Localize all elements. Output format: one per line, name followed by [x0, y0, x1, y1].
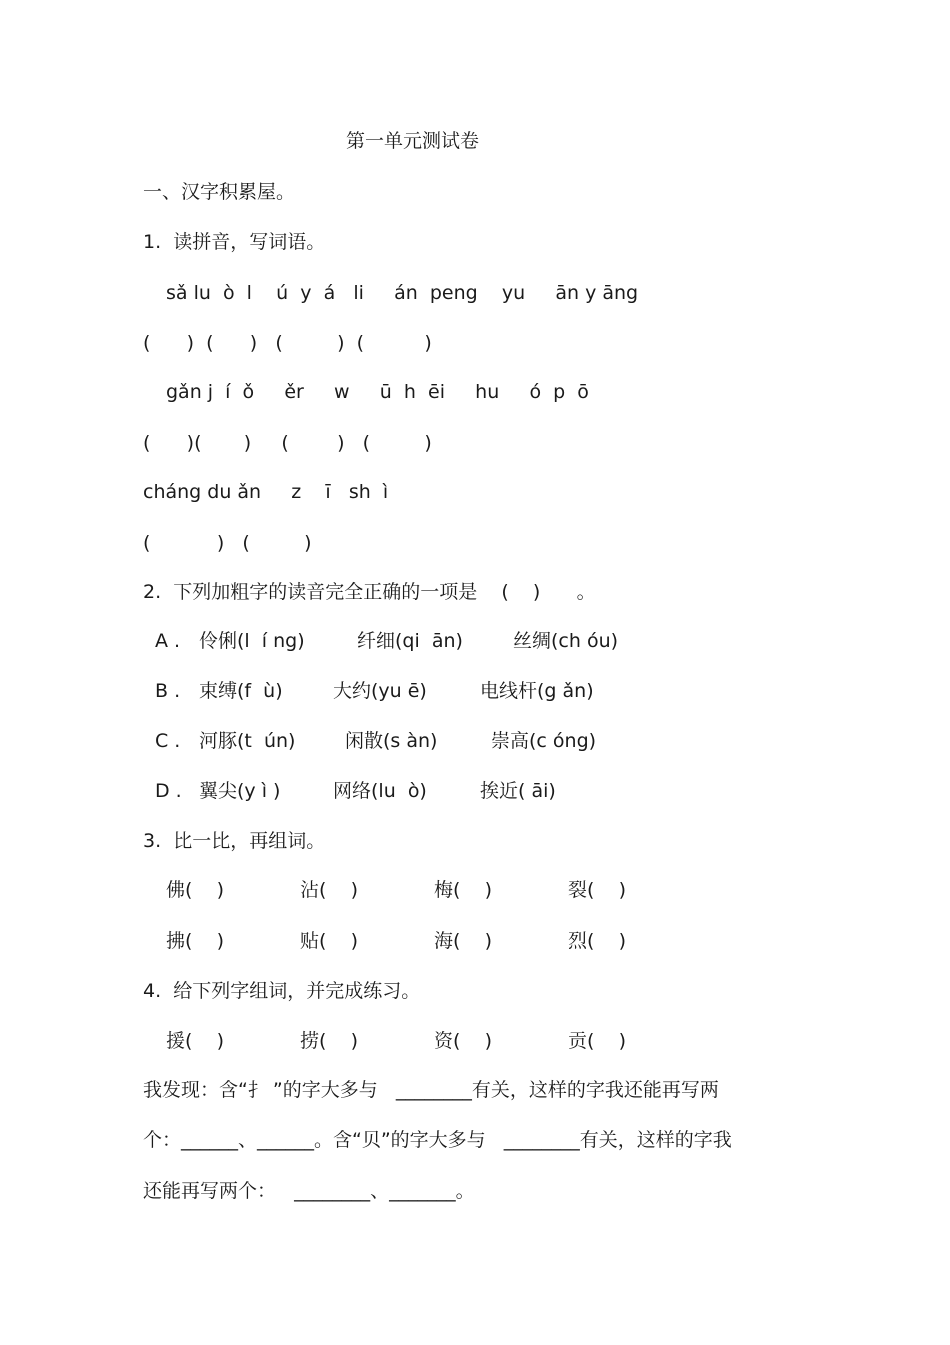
q3-prompt: 3. 比一比，再组词。: [143, 830, 326, 852]
q1-blanks-row3: ( ) ( ): [143, 532, 312, 554]
q4-item: 捞( ): [300, 1030, 358, 1052]
option-item: 电线杆(g ǎn): [480, 680, 594, 702]
option-item: 翼尖(y ì ): [199, 780, 281, 802]
q3-item: 沾( ): [300, 879, 358, 901]
q2-prompt: 2. 下列加粗字的读音完全正确的一项是 ( ) 。: [143, 581, 596, 603]
option-label: A .: [155, 630, 181, 652]
q1-blanks-row1: ( ) ( ) ( ) ( ): [143, 332, 432, 354]
page-title: 第一单元测试卷: [346, 130, 480, 152]
option-item: 大约(yu ē): [333, 680, 427, 702]
option-item: 河豚(t ún): [199, 730, 296, 752]
q4-discovery-line2: 个：______、______。含“贝”的字大多与 ________有关，这样的字我: [143, 1129, 732, 1151]
q3-item: 烈( ): [568, 930, 626, 952]
option-label: D .: [155, 780, 182, 802]
q1-prompt: 1. 读拼音，写词语。: [143, 231, 326, 253]
option-item: 丝绸(ch óu): [513, 630, 619, 652]
q4-item: 援( ): [166, 1030, 224, 1052]
q4-prompt: 4. 给下列字组词，并完成练习。: [143, 980, 421, 1002]
option-item: 纤细(qi ān): [357, 630, 463, 652]
option-label: C .: [155, 730, 181, 752]
q1-blanks-row2: ( )( ) ( ) ( ): [143, 432, 432, 454]
q1-pinyin-row2: gǎn j í ǒ ěr w ū h ēi hu ó p ō: [166, 381, 589, 403]
option-item: 挨近( āi): [480, 780, 556, 802]
q4-item: 贡( ): [568, 1030, 626, 1052]
option-item: 闲散(s àn): [345, 730, 438, 752]
option-item: 网络(lu ò): [333, 780, 427, 802]
option-item: 崇高(c óng): [491, 730, 597, 752]
section-heading: 一、汉字积累屋。: [143, 181, 296, 203]
q3-item: 梅( ): [434, 879, 492, 901]
q3-item: 拂( ): [166, 930, 224, 952]
q4-discovery-line3: 还能再写两个： ________、_______。: [143, 1180, 475, 1202]
q3-item: 贴( ): [300, 930, 358, 952]
q3-item: 海( ): [434, 930, 492, 952]
q1-pinyin-row3: cháng du ǎn z ī sh ì: [143, 481, 389, 503]
q3-item: 佛( ): [166, 879, 224, 901]
q4-discovery-line1: 我发现：含“扌 ”的字大多与 ________有关，这样的字我还能再写两: [143, 1079, 719, 1101]
q4-item: 资( ): [434, 1030, 492, 1052]
q1-pinyin-row1: sǎ lu ò l ú y á li án peng yu ān y āng: [166, 282, 639, 304]
option-item: 伶俐(l í ng): [199, 630, 305, 652]
q3-item: 裂( ): [568, 879, 626, 901]
option-item: 束缚(f ù): [199, 680, 283, 702]
option-label: B .: [155, 680, 181, 702]
